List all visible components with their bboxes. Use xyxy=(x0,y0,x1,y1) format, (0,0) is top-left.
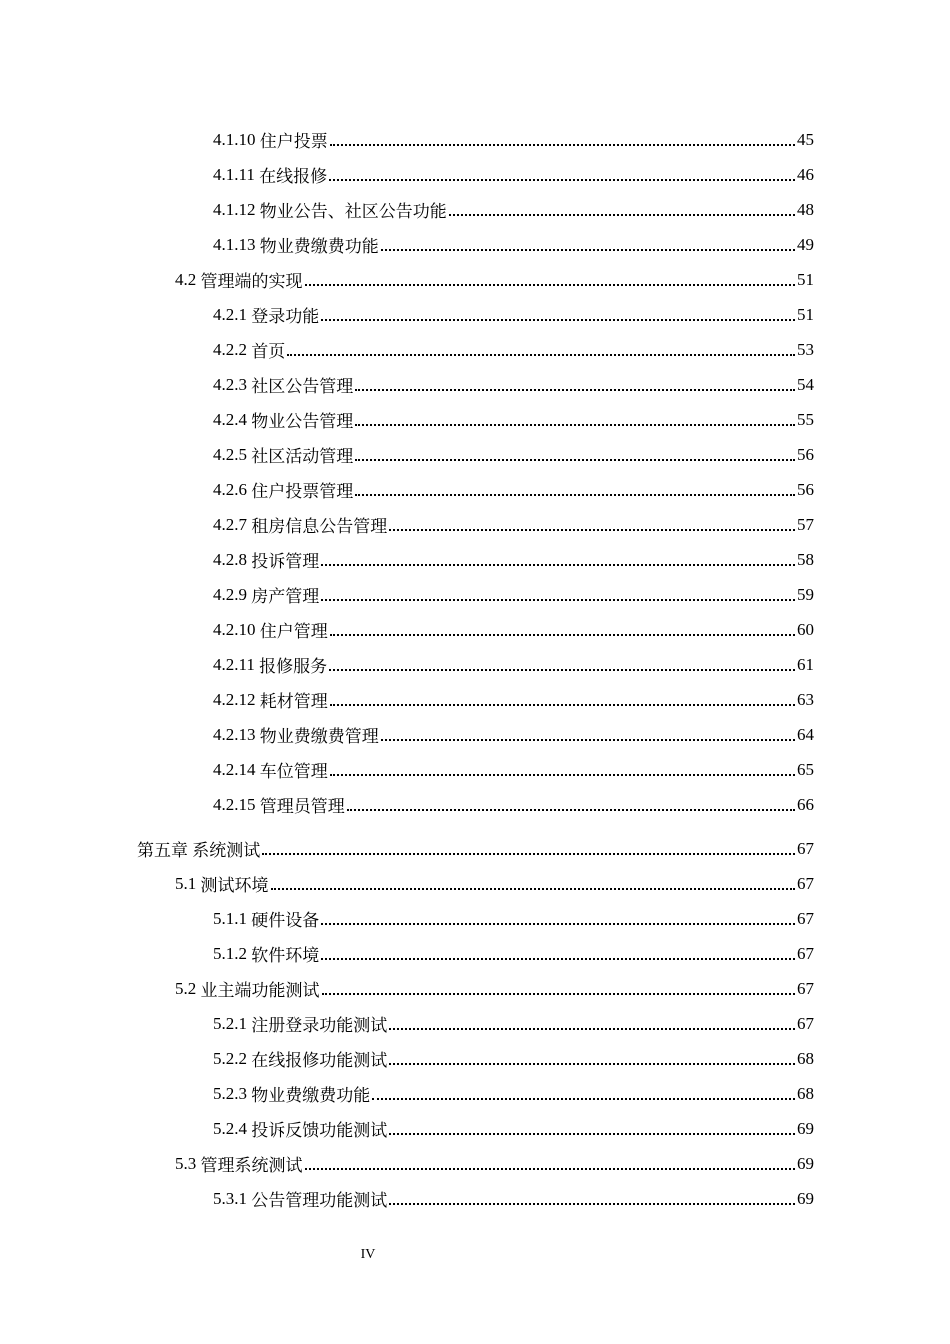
toc-entry-number: 4.2.15 xyxy=(213,794,260,814)
toc-entry-title: 投诉反馈功能测试 xyxy=(251,1121,388,1140)
toc-entry-number: 5.1.1 xyxy=(213,908,252,928)
toc-entry-page: 68 xyxy=(797,1048,814,1068)
toc-dot-leader xyxy=(321,599,795,601)
toc-entry[interactable] xyxy=(213,1041,814,1076)
toc-entry[interactable] xyxy=(175,262,814,297)
toc-dot-leader xyxy=(355,459,795,461)
toc-dot-leader xyxy=(355,389,795,391)
toc-entry-number: 4.2.1 xyxy=(213,304,252,324)
toc-entry-number: 4.2.11 xyxy=(213,654,260,674)
toc-entry-title: 管理系统测试 xyxy=(200,1156,303,1175)
toc-entry-number: 4.2.12 xyxy=(213,689,260,709)
toc-entry[interactable] xyxy=(213,472,814,507)
toc-entry-page: 69 xyxy=(797,1188,814,1208)
toc-entry-number: 5.3 xyxy=(175,1153,201,1173)
toc-entry[interactable] xyxy=(213,577,814,612)
toc-entry[interactable] xyxy=(213,297,814,332)
toc-entry-title: 房产管理 xyxy=(251,587,320,606)
toc-entry[interactable] xyxy=(213,752,814,787)
toc-entry[interactable] xyxy=(213,437,814,472)
toc-entry-page: 59 xyxy=(797,584,814,604)
toc-entry-title: 物业公告管理 xyxy=(251,412,354,431)
toc-entry-number: 4.2.3 xyxy=(213,374,252,394)
toc-entry-number: 4.2.2 xyxy=(213,339,252,359)
toc-dot-leader xyxy=(322,993,796,995)
toc-entry[interactable] xyxy=(213,1181,814,1216)
toc-dot-leader xyxy=(449,214,795,216)
toc-dot-leader xyxy=(271,888,796,890)
toc-entry-title: 物业费缴费管理 xyxy=(259,727,379,746)
toc-entry-title: 首页 xyxy=(251,342,286,361)
toc-entry-page: 54 xyxy=(797,374,814,394)
toc-dot-leader xyxy=(389,1133,795,1135)
toc-entry-page: 49 xyxy=(797,234,814,254)
toc-entry-page: 69 xyxy=(797,1118,814,1138)
toc-dot-leader xyxy=(330,704,795,706)
toc-entry-page: 60 xyxy=(797,619,814,639)
toc-dot-leader xyxy=(305,1168,796,1170)
toc-dot-leader xyxy=(305,284,796,286)
page-number-label: IV xyxy=(360,1247,376,1262)
toc-entry[interactable] xyxy=(213,507,814,542)
toc-entry[interactable] xyxy=(213,1006,814,1041)
toc-entry[interactable] xyxy=(213,332,814,367)
toc-entry-title: 住户管理 xyxy=(259,622,328,641)
toc-entry-title: 管理端的实现 xyxy=(200,272,303,291)
toc-entry[interactable] xyxy=(213,367,814,402)
toc-entry[interactable] xyxy=(213,542,814,577)
toc-entry-title: 耗材管理 xyxy=(259,692,328,711)
toc-entry-title: 在线报修 xyxy=(259,167,328,186)
toc-dot-leader xyxy=(347,809,795,811)
toc-entry[interactable] xyxy=(213,227,814,262)
toc-dot-leader xyxy=(381,249,795,251)
toc-entry-page: 45 xyxy=(797,129,814,149)
toc-entry-title: 在线报修功能测试 xyxy=(251,1051,388,1070)
toc-entry-page: 66 xyxy=(797,794,814,814)
toc-entry-number: 4.2.7 xyxy=(213,514,252,534)
toc-entry[interactable] xyxy=(213,787,814,822)
toc-entry-title: 物业费缴费功能 xyxy=(251,1086,371,1105)
toc-entry-page: 67 xyxy=(797,838,814,858)
toc-entry-page: 63 xyxy=(797,689,814,709)
toc-dot-leader xyxy=(321,564,795,566)
toc-entry-page: 58 xyxy=(797,549,814,569)
toc-entry-page: 61 xyxy=(797,654,814,674)
toc-entry-title: 租房信息公告管理 xyxy=(251,517,388,536)
toc-entry-page: 67 xyxy=(797,1013,814,1033)
toc-dot-leader xyxy=(321,319,795,321)
toc-entry-title: 社区公告管理 xyxy=(251,377,354,396)
toc-dot-leader xyxy=(287,354,795,356)
toc-dot-leader xyxy=(329,179,795,181)
toc-entry-title: 物业公告、社区公告功能 xyxy=(259,202,447,221)
toc-entry-number: 4.2.14 xyxy=(213,759,260,779)
toc-entry[interactable] xyxy=(175,1146,814,1181)
toc-entry-number: 4.2.5 xyxy=(213,444,252,464)
toc-entry-page: 57 xyxy=(797,514,814,534)
toc-entry-title: 社区活动管理 xyxy=(251,447,354,466)
toc-entry-number: 4.2.9 xyxy=(213,584,252,604)
toc-dot-leader xyxy=(330,144,795,146)
toc-entry-number: 4.1.11 xyxy=(213,164,260,184)
toc-entry-title: 测试环境 xyxy=(200,876,269,895)
toc-entry-number: 4.1.10 xyxy=(213,129,260,149)
toc-entry[interactable] xyxy=(213,402,814,437)
toc-entry-page: 68 xyxy=(797,1083,814,1103)
toc-dot-leader xyxy=(329,669,795,671)
toc-entry-page: 51 xyxy=(797,304,814,324)
toc-entry-number: 5.2.3 xyxy=(213,1083,252,1103)
toc-entry-number: 4.2.6 xyxy=(213,479,252,499)
page-footer xyxy=(0,1247,736,1263)
toc-entry-title: 注册登录功能测试 xyxy=(251,1016,388,1035)
toc-entry-number: 5.1 xyxy=(175,873,201,893)
toc-entry-page: 67 xyxy=(797,943,814,963)
toc-dot-leader xyxy=(389,1063,795,1065)
toc-entry-title: 住户投票 xyxy=(259,132,328,151)
toc-entry-number: 4.2.13 xyxy=(213,724,260,744)
toc-dot-leader xyxy=(330,634,795,636)
toc-entry-number: 4.1.12 xyxy=(213,199,260,219)
toc-chapter-entry[interactable] xyxy=(137,831,814,866)
toc-entry-number: 5.2 xyxy=(175,978,201,998)
toc-entry-number: 4.2.10 xyxy=(213,619,260,639)
toc-dot-leader xyxy=(381,739,795,741)
toc-entry-page: 48 xyxy=(797,199,814,219)
toc-entry[interactable] xyxy=(213,157,814,192)
toc-dot-leader xyxy=(321,923,795,925)
toc-entry[interactable] xyxy=(175,866,814,901)
toc-entry-page: 55 xyxy=(797,409,814,429)
toc-entry-page: 67 xyxy=(797,908,814,928)
toc-entry[interactable] xyxy=(213,682,814,717)
toc-entry-page: 69 xyxy=(797,1153,814,1173)
toc-entry-number: 4.1.13 xyxy=(213,234,260,254)
toc-entry-number: 5.3.1 xyxy=(213,1188,252,1208)
toc-entry-number: 5.1.2 xyxy=(213,943,252,963)
toc-dot-leader xyxy=(389,1203,795,1205)
toc-entry-number: 4.2.8 xyxy=(213,549,252,569)
toc-entry-number: 4.2.4 xyxy=(213,409,252,429)
toc-entry[interactable] xyxy=(213,717,814,752)
toc-entry-title: 车位管理 xyxy=(259,762,328,781)
toc-dot-leader xyxy=(262,853,795,855)
toc-entry-title: 硬件设备 xyxy=(251,911,320,930)
toc-dot-leader xyxy=(389,529,795,531)
toc-entry[interactable] xyxy=(213,1111,814,1146)
toc-entry-number: 第五章 xyxy=(137,841,193,860)
toc-entry-page: 64 xyxy=(797,724,814,744)
toc-entry-title: 报修服务 xyxy=(259,657,328,676)
toc-dot-leader xyxy=(321,958,795,960)
toc-dot-leader xyxy=(355,494,795,496)
toc-entry-page: 56 xyxy=(797,479,814,499)
toc-entry-number: 4.2 xyxy=(175,269,201,289)
toc-dot-leader xyxy=(355,424,795,426)
toc-entry-title: 物业费缴费功能 xyxy=(259,237,379,256)
toc-entry-page: 53 xyxy=(797,339,814,359)
toc-entry-title: 业主端功能测试 xyxy=(200,981,320,1000)
toc-entry-title: 公告管理功能测试 xyxy=(251,1191,388,1210)
toc-entry[interactable] xyxy=(213,647,814,682)
toc-entry-number: 5.2.2 xyxy=(213,1048,252,1068)
toc-entry[interactable] xyxy=(175,971,814,1006)
toc-entry-page: 65 xyxy=(797,759,814,779)
toc-entry[interactable] xyxy=(213,192,814,227)
toc-entry-number: 5.2.4 xyxy=(213,1118,252,1138)
toc-entry-page: 46 xyxy=(797,164,814,184)
toc-entry-title: 软件环境 xyxy=(251,946,320,965)
toc-entry[interactable] xyxy=(213,1076,814,1111)
toc-entry-page: 51 xyxy=(797,269,814,289)
toc-entry[interactable] xyxy=(213,936,814,971)
toc-entry[interactable] xyxy=(213,612,814,647)
toc-entry-title: 系统测试 xyxy=(192,841,261,860)
toc-entry-title: 住户投票管理 xyxy=(251,482,354,501)
toc-dot-leader xyxy=(389,1028,795,1030)
toc-dot-leader xyxy=(372,1098,795,1100)
toc-entry[interactable] xyxy=(213,901,814,936)
toc-entry-title: 管理员管理 xyxy=(259,797,345,816)
toc-entry-title: 登录功能 xyxy=(251,307,320,326)
toc-entry-page: 67 xyxy=(797,978,814,998)
toc-entry-page: 67 xyxy=(797,873,814,893)
toc-entry-number: 5.2.1 xyxy=(213,1013,252,1033)
toc-entry-title: 投诉管理 xyxy=(251,552,320,571)
toc-entry-page: 56 xyxy=(797,444,814,464)
toc-entry[interactable] xyxy=(213,122,814,157)
toc-dot-leader xyxy=(330,774,795,776)
